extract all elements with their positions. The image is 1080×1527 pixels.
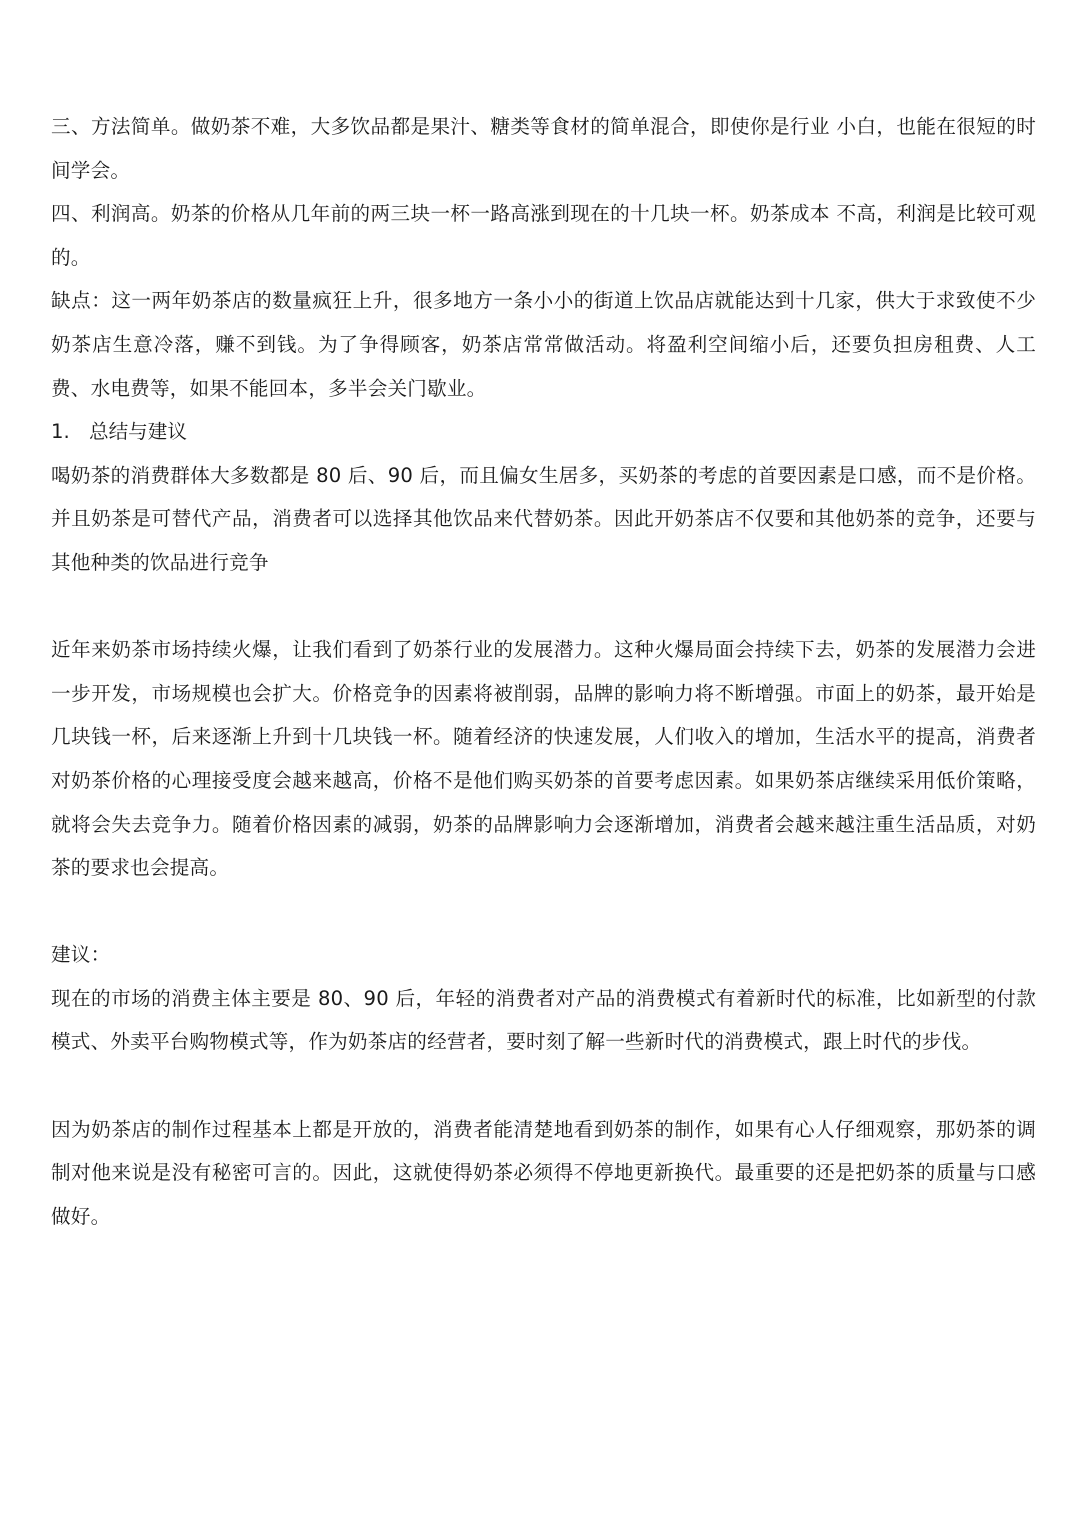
document-body xyxy=(51,105,1036,1238)
paragraph-market: 近年来奶茶市场持续火爆，让我们看到了奶茶行业的发展潜力。这种火爆局面会持续下去，奶茶的发展潜力会进一步开发，市场规模也会扩大。价格竞争的因素将被削弱，品牌的影响力将不断增强。市面上的奶茶，最开始是几块钱一杯，后来逐渐上升到十几块钱一杯。随着经济的快速发展，人们收入的增加，生活水平的提高，消费者对奶茶价格的心理接受度会越来越高，价格不是他们购买奶茶的首要考虑因素。如果奶茶店继续采用低价策略，就将会失去竞争力。随着价格因素的减弱，奶茶的品牌影响力会逐渐增加，消费者会越来越注重生活品质，对奶茶的要求也会提高。 xyxy=(51,638,1036,880)
blank-line xyxy=(51,890,1036,934)
blank-line xyxy=(51,585,1036,629)
section-title: 总结与建议 xyxy=(89,420,187,444)
paragraph-suggestion: 现在的市场的消费主体主要是 80、90 后，年轻的消费者对产品的消费模式有着新时代的标准，比如新型的付款模式、外卖平台购物模式等，作为奶茶店的经营者，要时刻了解一些新时代的消费模式，跟上时代的步伐。 xyxy=(51,986,1036,1054)
blank-line xyxy=(51,1064,1036,1108)
paragraph-quality: 因为奶茶店的制作过程基本上都是开放的，消费者能清楚地看到奶茶的制作，如果有心人仔细观察，那奶茶的调制对他来说是没有秘密可言的。因此，这就使得奶茶必须得不停地更新换代。最重要的还是把奶茶的质量与口感做好。 xyxy=(51,1117,1036,1228)
section-heading xyxy=(51,410,1036,454)
section-number: 1. xyxy=(51,420,70,444)
paragraph-method: 三、方法简单。做奶茶不难，大多饮品都是果汁、糖类等食材的简单混合，即使你是行业 小白，也能在很短的时间学会。 xyxy=(51,115,1036,182)
paragraph-disadvantage: 缺点：这一两年奶茶店的数量疯狂上升，很多地方一条小小的街道上饮品店就能达到十几家，供大于求致使不少奶茶店生意冷落，赚不到钱。为了争得顾客，奶茶店常常做活动。将盈利空间缩小后，还要负担房租费、人工费、水电费等，如果不能回本，多半会关门歇业。 xyxy=(51,289,1036,400)
paragraph-profit: 四、利润高。奶茶的价格从几年前的两三块一杯一路高涨到现在的十几块一杯。奶茶成本 不高，利润是比较可观的。 xyxy=(51,202,1036,269)
paragraph-consumers: 喝奶茶的消费群体大多数都是 80 后、90 后，而且偏女生居多，买奶茶的考虑的首要因素是口感，而不是价格。并且奶茶是可替代产品，消费者可以选择其他饮品来代替奶茶。因此开奶茶店不仅要和其他奶茶的竞争，还要与其他种类的饮品进行竞争 xyxy=(51,463,1036,574)
suggestion-label: 建议： xyxy=(51,943,111,967)
